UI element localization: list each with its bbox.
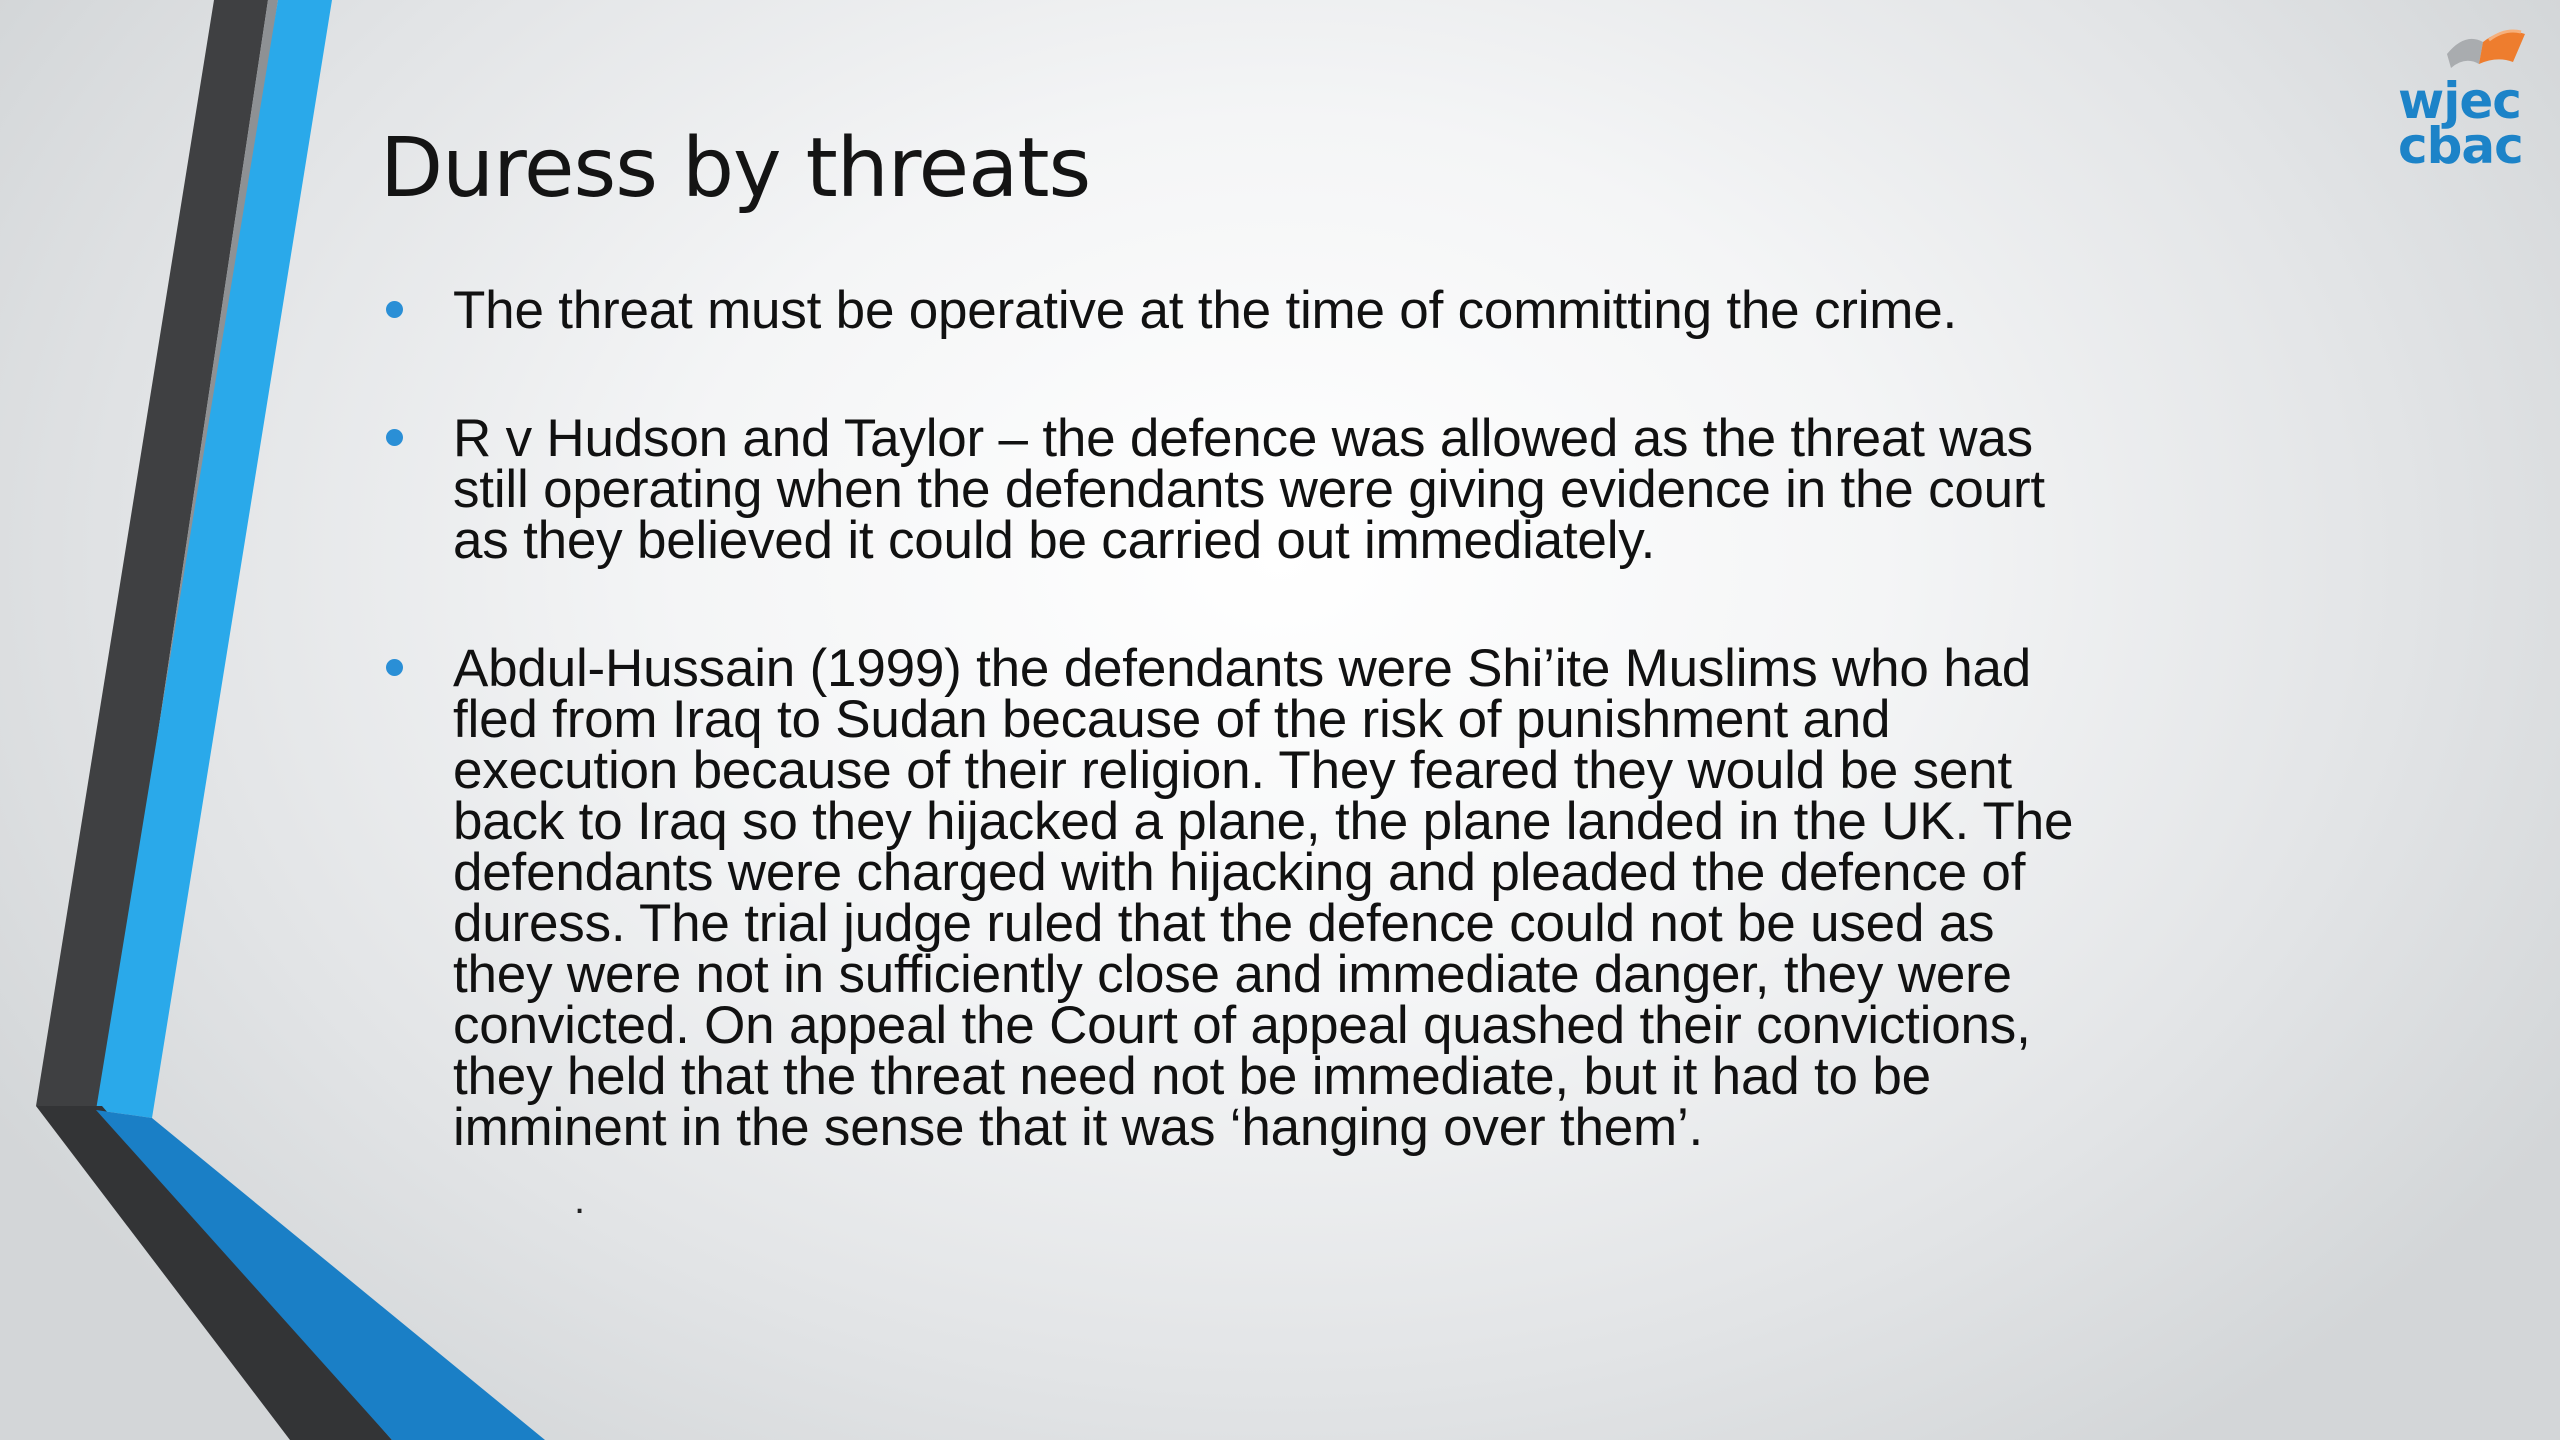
stray-mark: . [574,1178,586,1222]
bullet-list [380,281,2100,1230]
logo-line-2: cbac [2398,117,2523,168]
wjec-cbac-logo [2385,18,2535,168]
bullet-text: The threat must be operative at the time of committing the crime. [453,281,1958,340]
bullet-text: Abdul-Hussain (1999) the defendants were Shi’ite Muslims who had fled from Iraq to Sudan because of the risk of punishment and execution because of their religion. They feared they would be sent back to Iraq so they hijacked a plane, the plane landed in the UK. The defendants were charged with hijacking and pleaded the defence of duress. The trial judge ruled that the defence could not be used as they were not in sufficiently close and immediate danger, they were convicted. On appeal the Court of appeal quashed their convictions, they held that the threat need not be immediate, but it had to be imminent in the sense that it was ‘hanging over them’. [453,639,2074,1157]
bullet-text: R v Hudson and Taylor – the defence was allowed as the threat was still operating when the defendants were giving evidence in the court as they believed it could be carried out immediately. [453,409,2045,570]
logo-line-1: wjec [2398,72,2521,130]
bullet-icon [386,429,403,446]
bullet-item [380,281,2100,340]
bullet-icon [386,659,403,676]
slide-title: Duress by threats [380,121,1091,216]
bullet-item [380,409,2100,570]
bullet-item [380,639,2100,1157]
open-book-icon [2447,31,2525,68]
bullet-icon [386,301,403,318]
